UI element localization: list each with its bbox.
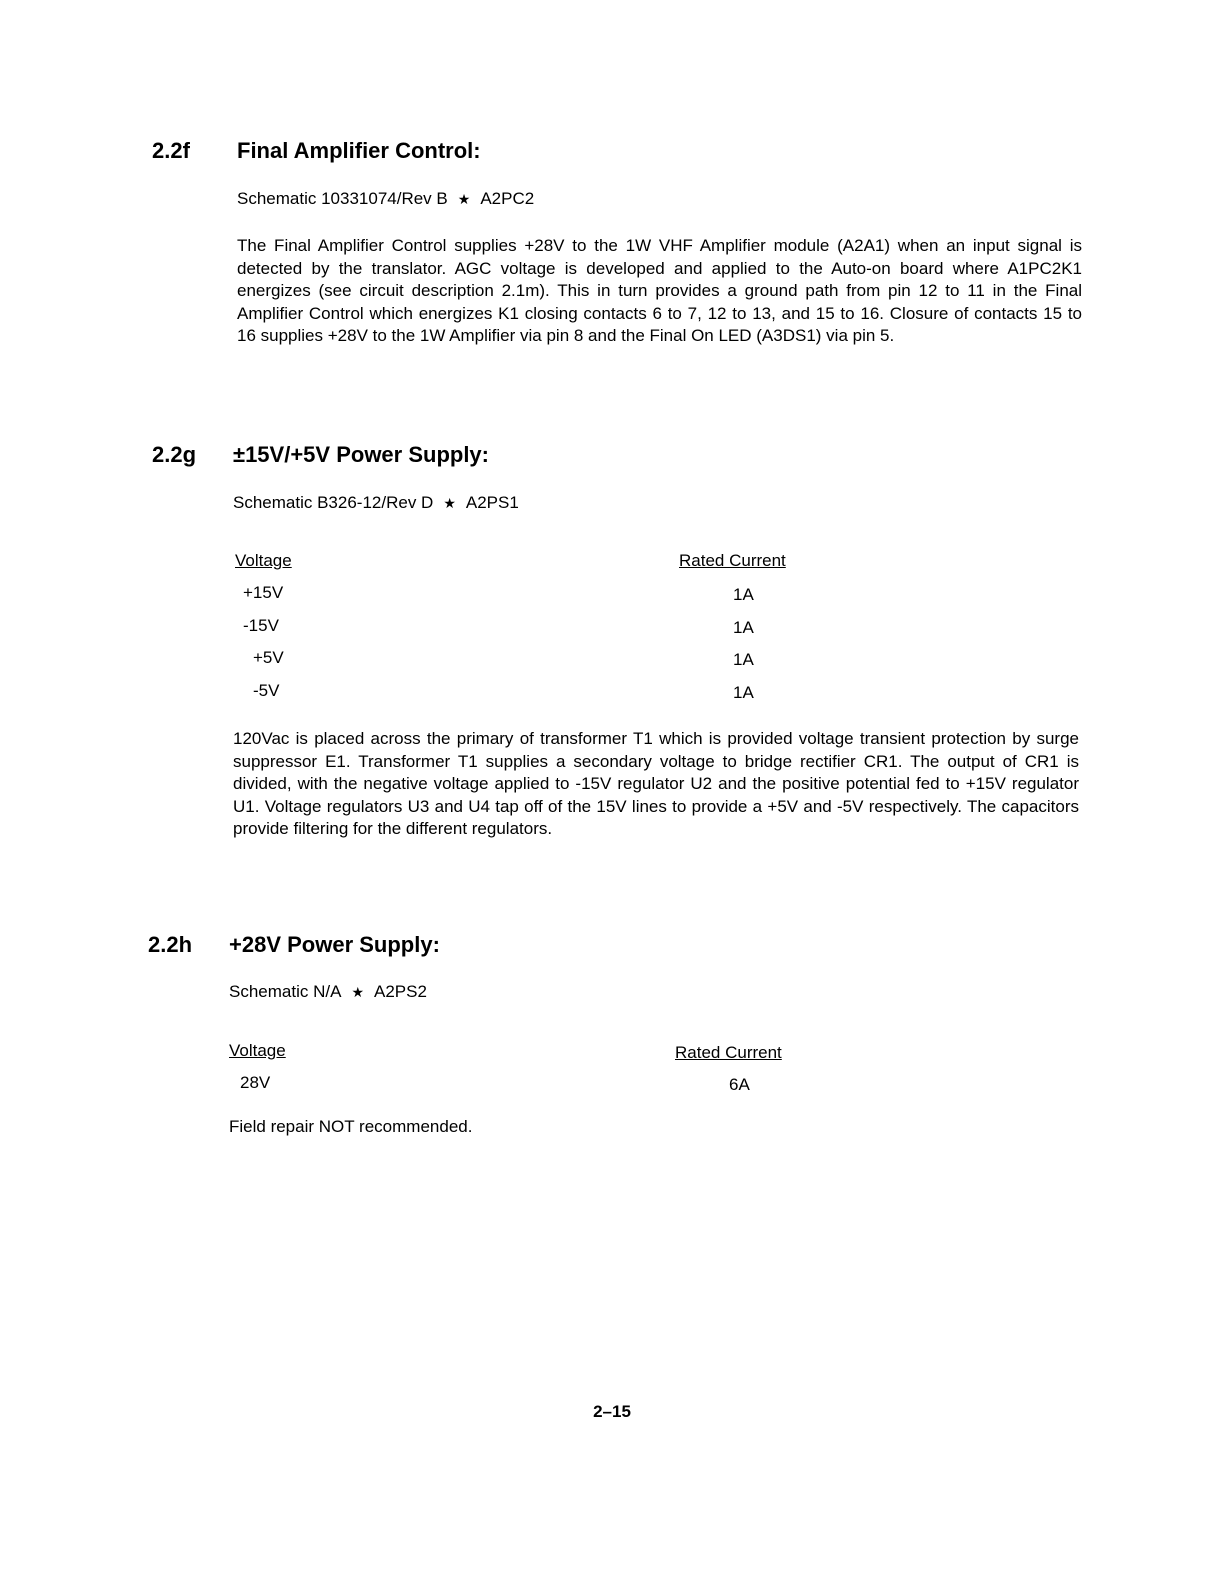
table-cell-current: 1A [733,650,754,669]
star-icon: ★ [443,495,456,511]
star-icon: ★ [457,191,471,207]
board-id: A2PS1 [465,493,519,512]
schematic-reference [233,493,519,513]
schematic-reference [229,982,427,1002]
column-header-voltage: Voltage [235,551,292,570]
section-number: 2.2f [152,138,190,163]
table-cell-voltage: +15V [243,583,284,602]
section-title: +28V Power Supply: [229,932,440,957]
description-paragraph: The Final Amplifier Control supplies +28V to the 1W VHF Amplifier module (A2A1) when an input signal is detected by the translator. AGC voltage is developed and applied to the Auto-on board where A1PC2K1 energizes (see circuit description 2.1m). This in turn provides a ground path from pin 12 to 11 in the Final Amplifier Control which energizes K1 closing contacts 6 to 7, 12 to 13, and 15 to 16. Closure of contacts 15 to 16 supplies +28V to the 1W Amplifier via pin 8 and the Final On LED (A3DS1) via pin 5. [237,236,1082,345]
schematic-reference [237,189,534,209]
column-header-current: Rated Current [679,551,786,570]
schematic-number: Schematic B326-12/Rev D [233,493,434,512]
table-cell-voltage: +5V [253,648,284,667]
description-paragraph: 120Vac is placed across the primary of transformer T1 which is provided voltage transient protection by surge suppressor E1. Transformer T1 supplies a secondary voltage to bridge rectifier CR1. The output of CR1 is divided, with the negative voltage applied to -15V regulator U2 and the positive potential fed to +15V regulator U1. Voltage regulators U3 and U4 tap off of the 15V lines to provide a +5V and -5V respectively. The capacitors provide filtering for the different regulators. [233,729,1079,838]
table-cell-voltage: -15V [243,616,279,635]
schematic-number: Schematic 10331074/Rev B [237,189,448,208]
table-cell-current: 6A [729,1075,750,1094]
table-cell-voltage: 28V [240,1073,271,1092]
table-cell-current: 1A [733,683,754,702]
board-id: A2PS2 [374,982,427,1001]
column-header-voltage: Voltage [229,1041,286,1060]
section-title: ±15V/+5V Power Supply: [233,442,489,467]
schematic-number: Schematic N/A [229,982,342,1001]
board-id: A2PC2 [480,189,535,208]
section-title: Final Amplifier Control: [237,138,481,163]
table-cell-current: 1A [733,618,754,637]
star-icon: ★ [351,984,364,1000]
table-cell-voltage: -5V [253,681,280,700]
section-number: 2.2g [152,442,197,467]
table-cell-current: 1A [733,585,754,604]
column-header-current: Rated Current [675,1043,782,1062]
section-number: 2.2h [148,932,193,957]
page-number: 2–15 [593,1402,631,1421]
repair-note: Field repair NOT recommended. [229,1117,473,1136]
